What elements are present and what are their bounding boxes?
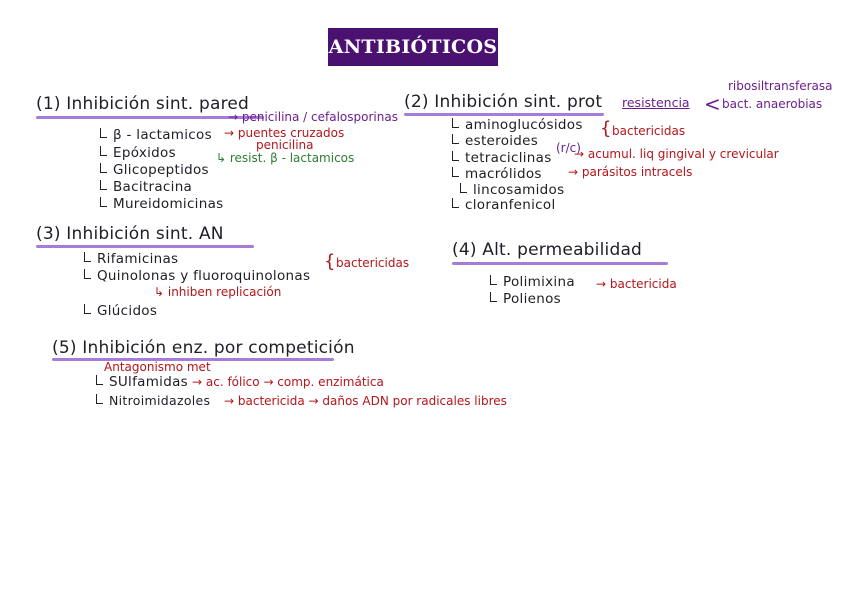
section-3-underline: [36, 245, 254, 248]
section-2-heading: (2) Inhibición sint. prot: [404, 92, 603, 112]
s3-inhiben-note: ↳ inhiben replicación: [154, 285, 282, 299]
branch-arrow-icon: [84, 252, 91, 262]
s2-rc-note: (r/c): [556, 141, 581, 155]
branch-arrow-icon: [100, 146, 107, 156]
s1-item-2: Epóxidos: [100, 145, 176, 161]
s1-item-5: Mureidomicinas: [100, 196, 223, 212]
s4-bactericida-note: → bactericida: [596, 277, 677, 291]
s3-item-1: Rifamicinas: [84, 251, 178, 267]
branch-arrow-icon: [100, 163, 107, 173]
section-5-heading: (5) Inhibición enz. por competición: [52, 338, 355, 358]
s3-brace-icon: {: [324, 251, 336, 272]
section-1-heading: (1) Inhibición sint. pared: [36, 94, 250, 114]
s2-ribosil: ribosiltransferasa: [728, 79, 833, 93]
s2-acumul-note: → acumul. liq gingival y crevicular: [574, 147, 779, 161]
s5-item-2: Nitroimidazoles: [96, 393, 210, 408]
branch-arrow-icon: [452, 151, 459, 161]
branch-arrow-icon: [452, 198, 459, 208]
section-4-heading: (4) Alt. permeabilidad: [452, 240, 643, 260]
s1-item-4: Bacitracina: [100, 179, 192, 195]
branch-arrow-icon: [452, 167, 459, 177]
s1-item-1: β - lactamicos: [100, 127, 212, 143]
branch-arrow-icon: [96, 375, 103, 385]
s2-item-2: esteroides: [452, 133, 538, 149]
s1-penicilina-note: → penicilina / cefalosporinas: [228, 110, 398, 124]
s2-bracket-icon: <: [704, 92, 721, 116]
branch-arrow-icon: [490, 292, 497, 302]
branch-arrow-icon: [84, 269, 91, 279]
s4-item-1: Polimixina: [490, 274, 575, 290]
branch-arrow-icon: [100, 197, 107, 207]
s2-item-5: lincosamidos: [460, 182, 564, 198]
s1-penicilina2-note: penicilina: [256, 138, 314, 152]
s2-bactericidas: bactericidas: [612, 124, 686, 138]
branch-arrow-icon: [452, 134, 459, 144]
s5-item-1: SUlfamidas: [96, 374, 188, 390]
s5-sulfa-note: → ac. fólico → comp. enzimática: [192, 375, 384, 389]
section-3-heading: (3) Inhibición sint. AN: [36, 224, 224, 244]
branch-arrow-icon: [96, 394, 103, 404]
branch-arrow-icon: [460, 183, 467, 193]
s2-bact-anaerobias: bact. anaerobias: [722, 97, 823, 111]
branch-arrow-icon: [100, 180, 107, 190]
s2-brace-icon: {: [600, 118, 612, 139]
s5-antagonismo-note: Antagonismo met: [104, 360, 211, 374]
section-2-underline: [404, 113, 604, 116]
branch-arrow-icon: [490, 275, 497, 285]
s4-item-2: Polienos: [490, 291, 561, 307]
s1-resist-note: ↳ resist. β - lactamicos: [216, 151, 355, 165]
s3-bactericidas: bactericidas: [336, 256, 410, 270]
s3-item-2: Quinolonas y fluoroquinolonas: [84, 268, 310, 284]
s2-item-3: tetraciclinas: [452, 150, 552, 166]
s1-puentes-note: → puentes cruzados: [224, 126, 345, 140]
branch-arrow-icon: [452, 118, 459, 128]
s5-nitro-note: → bactericida → daños ADN por radicales libres: [224, 394, 507, 408]
s2-item-4: macrólidos: [452, 166, 542, 182]
s3-item-3: Glúcidos: [84, 303, 157, 319]
section-4-underline: [452, 262, 668, 265]
page-title: ANTIBIÓTICOS: [328, 28, 498, 66]
s2-item-6: cloranfenicol: [452, 197, 556, 213]
s2-resistencia: resistencia: [622, 95, 690, 110]
branch-arrow-icon: [100, 128, 107, 138]
branch-arrow-icon: [84, 304, 91, 314]
s2-item-1: aminoglucósidos: [452, 117, 583, 133]
s1-item-3: Glicopeptidos: [100, 162, 209, 178]
s2-parasitos-note: → parásitos intracels: [568, 165, 693, 179]
